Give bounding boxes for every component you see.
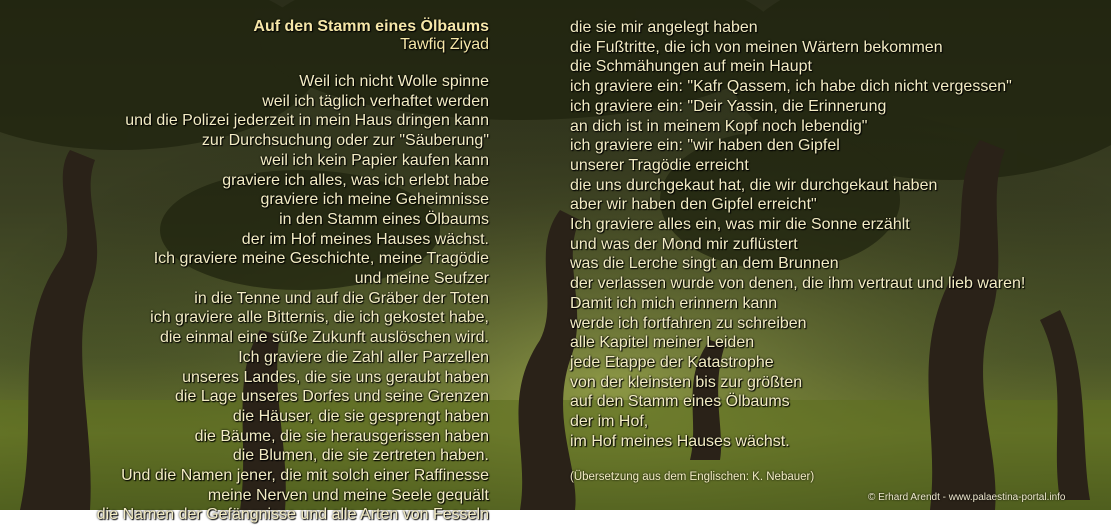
poem-author: Tawfiq Ziyad <box>400 36 489 53</box>
poem-right-column <box>570 18 1100 451</box>
poem-line: die Häuser, die sie gesprengt haben <box>232 407 489 425</box>
poem-line: Ich graviere die Zahl aller Parzellen <box>238 348 489 366</box>
poem-line: was die Lerche singt an dem Brunnen <box>570 255 839 273</box>
poem-line: alle Kapitel meiner Leiden <box>570 334 755 352</box>
poem-line: Und die Namen jener, die mit solch einer Raffinesse <box>121 467 489 485</box>
poem-line: und meine Seufzer <box>354 270 489 288</box>
poem-line: die Blumen, die sie zertreten haben. <box>232 447 489 465</box>
poem-line: der verlassen wurde von denen, die ihm vertraut und lieb waren! <box>570 275 1026 293</box>
poem-line: auf den Stamm eines Ölbaums <box>570 393 790 411</box>
poem-line: Ich graviere meine Geschichte, meine Tragödie <box>153 250 489 268</box>
poem-line: an dich ist in meinem Kopf noch lebendig" <box>570 117 868 135</box>
poem-line: ich graviere ein: "wir haben den Gipfel <box>570 137 840 155</box>
poem-line: graviere ich alles, was ich erlebt habe <box>222 171 489 189</box>
poem-line: jede Etappe der Katastrophe <box>570 353 774 371</box>
poem-line: von der kleinsten bis zur größten <box>570 373 803 391</box>
poem-left-lines <box>0 72 489 525</box>
poem-line: unseres Landes, die sie uns geraubt haben <box>182 368 489 386</box>
poem-line: die Lage unseres Dorfes und seine Grenzen <box>175 388 489 406</box>
poem-line: in die Tenne und auf die Gräber der Toten <box>194 289 489 307</box>
poem-line: unserer Tragödie erreicht <box>570 156 749 174</box>
poem-line: weil ich täglich verhaftet werden <box>262 92 489 110</box>
poem-line: aber wir haben den Gipfel erreicht" <box>570 196 817 214</box>
poem-line: weil ich kein Papier kaufen kann <box>260 151 489 169</box>
poem-line: die Schmähungen auf mein Haupt <box>570 58 812 76</box>
poem-line: Weil ich nicht Wolle spinne <box>299 73 489 90</box>
poem-line: der im Hof meines Hauses wächst. <box>241 230 489 248</box>
poem-title: Auf den Stamm eines Ölbaums <box>253 18 489 35</box>
poem-line: in den Stamm eines Ölbaums <box>279 210 489 228</box>
poem-line: Ich graviere alles ein, was mir die Sonne erzählt <box>570 216 910 234</box>
poem-line: ich graviere ein: "Deir Yassin, die Erinnerung <box>570 97 887 115</box>
poem-line: und was der Mond mir zuflüstert <box>570 235 798 253</box>
poem-line: meine Nerven und meine Seele gequält <box>207 486 489 504</box>
poem-line: graviere ich meine Geheimnisse <box>260 191 489 209</box>
poem-line: der im Hof, <box>570 413 649 431</box>
poem-line: die Fußtritte, die ich von meinen Wärtern bekommen <box>570 38 943 56</box>
poem-line: und die Polizei jederzeit in mein Haus dringen kann <box>125 112 489 130</box>
poem-line: die Bäume, die sie herausgerissen haben <box>194 427 489 445</box>
poem-line: die einmal eine süße Zukunft auslöschen wird. <box>159 329 489 347</box>
poem-line: im Hof meines Hauses wächst. <box>570 432 790 450</box>
poem-line: ich graviere alle Bitternis, die ich gekostet habe, <box>150 309 489 327</box>
poem-line: die Namen der Gefängnisse und alle Arten von Fesseln <box>96 506 489 524</box>
poem-line: werde ich fortfahren zu schreiben <box>570 314 807 332</box>
translation-note: (Übersetzung aus dem Englischen: K. Nebauer) <box>570 471 815 483</box>
copyright-notice: © Erhard Arendt - www.palaestina-portal.info <box>868 492 1066 503</box>
poem-right-lines <box>570 18 1100 451</box>
poem-line: zur Durchsuchung oder zur "Säuberung" <box>201 132 489 150</box>
poem-left-column <box>0 18 489 525</box>
poem-line: Damit ich mich erinnern kann <box>570 294 778 312</box>
poem-line: die sie mir angelegt haben <box>570 19 758 36</box>
poem-line: die uns durchgekaut hat, die wir durchgekaut haben <box>570 176 938 194</box>
poem-line: ich graviere ein: "Kafr Qassem, ich habe dich nicht vergessen" <box>570 78 1012 96</box>
